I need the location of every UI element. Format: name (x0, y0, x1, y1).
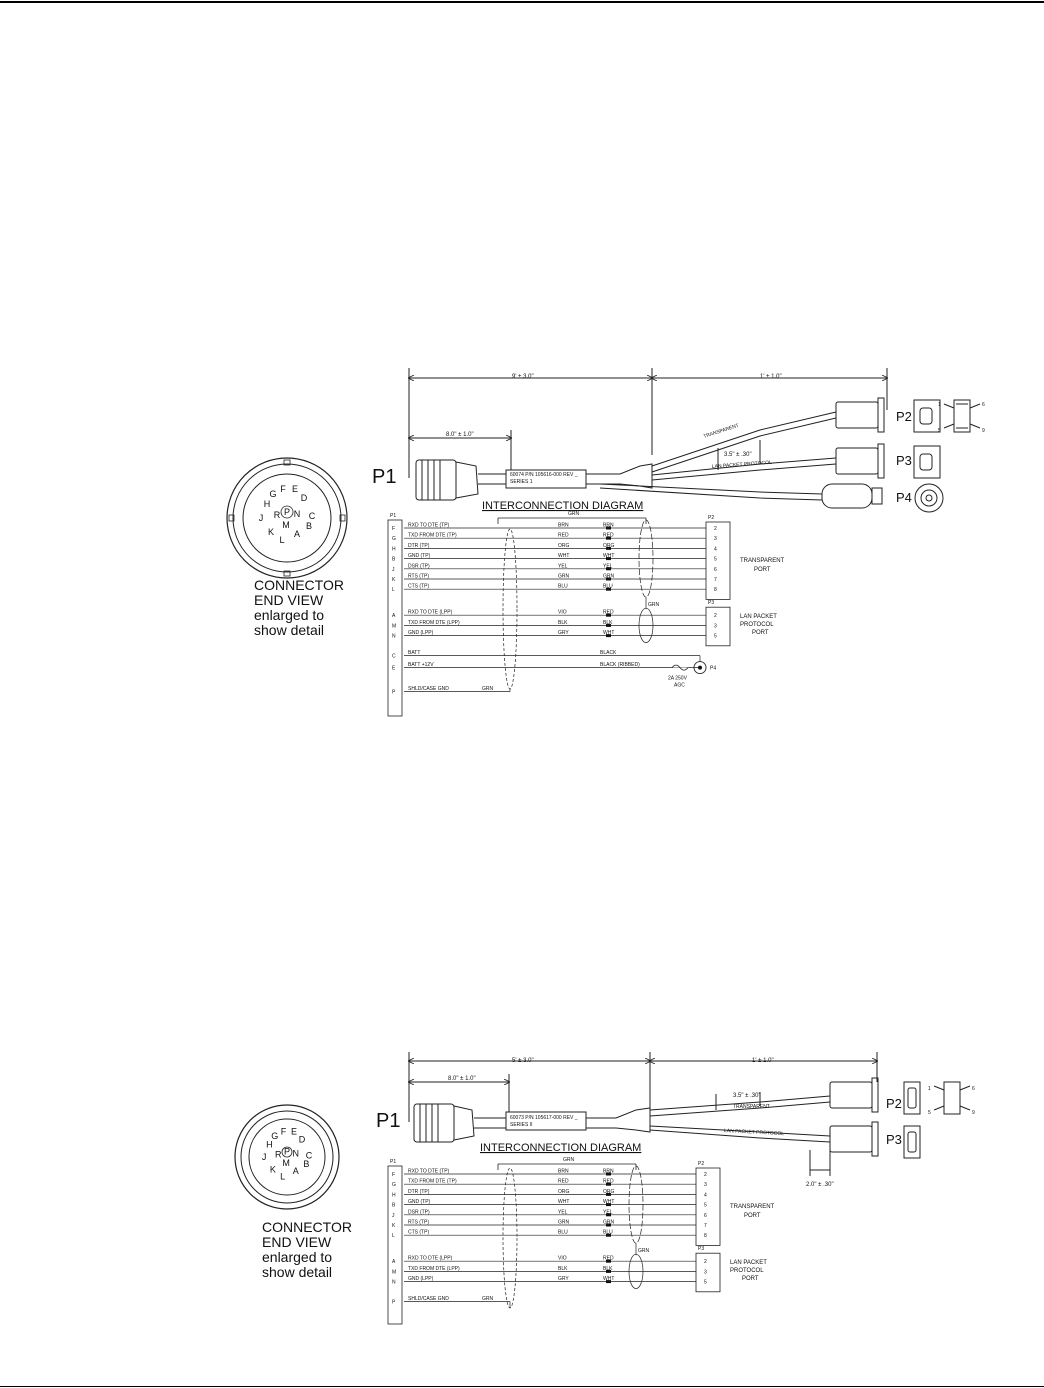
connector-pin-label: H (266, 1139, 273, 1150)
wire-color-p1-side: YEL (558, 1209, 568, 1216)
wire-color-p1-side: YEL (558, 563, 568, 570)
signal-name: TXD FROM DTE (TP) (408, 532, 457, 539)
connector-pin-label: J (261, 1152, 267, 1162)
wire-color-port-side: BRN (603, 1168, 614, 1175)
p1-pin-letter: G (392, 536, 396, 543)
shield-color-label: GRN (648, 602, 660, 609)
connector-end-view-1 (227, 458, 347, 578)
p1-pin-letter: J (392, 566, 395, 573)
connector-caption-line: CONNECTOR (254, 577, 344, 593)
connector-pin-label: B (305, 521, 313, 531)
p3-box-label: P3 (708, 600, 715, 607)
p1-pin-letter: B (392, 1202, 396, 1209)
p1-pin-letter: N (392, 1279, 396, 1286)
connector-caption-line: END VIEW (254, 592, 324, 608)
p2-box-label: P2 (698, 1161, 705, 1167)
wire-color-p1-side: BLU (558, 1229, 568, 1236)
p4-jack-symbol (698, 666, 702, 670)
wire-color-port-side: BLU (603, 583, 613, 590)
wire-color-port-side: GRN (603, 1219, 615, 1226)
dim-breakout: 3.5" ± .30" (733, 1093, 761, 1099)
branch-label-lpp: LAN PACKET PROTOCOL (711, 459, 773, 470)
connector-pin-label: R (273, 510, 281, 520)
connector-caption-line: enlarged to (262, 1249, 333, 1265)
part-label-series: SERIES II (510, 1122, 533, 1128)
p2-label: P2 (896, 409, 912, 424)
p3-port-description: LAN PACKET (740, 614, 777, 621)
connector-pin-label: C (305, 1150, 313, 1161)
p1-pin-letter: L (392, 1233, 395, 1240)
signal-name: RXD TO DTE (LPP) (408, 1255, 453, 1262)
wire-color-p1-side: RED (558, 532, 569, 539)
wire-color-port-side: WHT (603, 630, 615, 637)
wire-color-port-side: WHT (603, 1199, 615, 1206)
connector-end-view-2 (235, 1105, 339, 1209)
wire-color-p1-side: GRN (558, 573, 570, 580)
p1-label: P1 (372, 466, 397, 488)
connector-caption-line: show detail (254, 622, 325, 638)
connector-pin-label: B (303, 1159, 310, 1170)
port-pin-number: 6 (704, 1212, 707, 1219)
wire-color-p1-side: GRY (558, 1276, 569, 1283)
wire-color-port-side: RED (603, 1255, 614, 1262)
fuse-rating: 2A 250V (668, 675, 687, 682)
fuse-rating: AGC (674, 682, 685, 689)
wire-color-port-side: RED (603, 609, 614, 616)
wire-color-p1-side: ORG (558, 542, 570, 549)
connector-pin-label: F (280, 1126, 287, 1137)
connector-pin-label: K (269, 1164, 276, 1175)
port-pin-number: 3 (714, 623, 717, 630)
p1-pin-letter: F (392, 1172, 396, 1178)
port-pin-number: 5 (714, 556, 717, 563)
port-pin-number: 5 (704, 1202, 707, 1209)
signal-name: GND (TP) (408, 1199, 431, 1206)
port-pin-number: 3 (704, 1269, 707, 1276)
p2-connector-box (706, 522, 730, 599)
p1-pin-letter: E (392, 665, 396, 672)
connector-pin-label: H (263, 499, 271, 509)
wire-color-p1-side: GRY (558, 630, 569, 637)
connector-caption-line: enlarged to (254, 607, 325, 623)
signal-name: SHLD/CASE GND (408, 686, 449, 693)
part-label-series: SERIES 1 (510, 479, 533, 485)
diagram-1 (227, 368, 985, 716)
dim-overall: 9' ± 3.0" (512, 374, 534, 380)
port-pin-number: 4 (704, 1192, 707, 1199)
connector-pin-label: L (280, 1171, 286, 1182)
interconnection-schematic-1 (388, 511, 785, 716)
signal-name: RTS (TP) (408, 573, 430, 580)
wire-color-p1-side: BLK (558, 619, 568, 626)
p3-label: P3 (886, 1132, 902, 1147)
p3-port-description: PORT (752, 630, 769, 637)
port-pin-number: 2 (704, 1259, 707, 1266)
connector-pin-label: C (308, 511, 316, 521)
port-pin-number: 7 (704, 1223, 707, 1229)
connector-pin-label: M (282, 1158, 290, 1169)
connector-pin-label: R (274, 1149, 282, 1160)
p1-box-label: P1 (390, 1159, 397, 1165)
p2-port-description: TRANSPARENT (740, 558, 785, 564)
wire-color-p1-side: WHT (558, 1199, 570, 1206)
wire-color-p1-side: VIO (558, 1255, 567, 1262)
p1-pin-letter: M (392, 623, 397, 630)
connector-caption-line: END VIEW (262, 1234, 332, 1250)
port-pin-number: 8 (714, 587, 717, 594)
signal-name: BATT +12V (408, 662, 434, 669)
port-pin-number: 5 (704, 1279, 707, 1286)
p2-port-description: TRANSPARENT (730, 1204, 775, 1210)
signal-name: TXD FROM DTE (LPP) (408, 1265, 460, 1272)
pin-label: 6 (972, 1086, 975, 1092)
port-pin-number: 2 (714, 613, 717, 620)
interconnection-title: INTERCONNECTION DIAGRAM (480, 1142, 642, 1154)
wire-color-port-side: BLU (603, 1229, 613, 1236)
p1-pin-letter: B (392, 556, 396, 563)
wire-color: BLACK (600, 650, 617, 657)
fuse-symbol (672, 665, 688, 670)
pin-label: 9 (972, 1110, 975, 1116)
p1-pin-letter: F (392, 526, 396, 532)
signal-name: TXD FROM DTE (TP) (408, 1178, 457, 1185)
p1-pin-letter: P (392, 689, 396, 696)
p1-pin-letter: K (392, 1223, 396, 1229)
pin-label: 6 (982, 402, 985, 408)
wire-color-port-side: YEL (603, 563, 613, 570)
connector-pin-label: G (269, 489, 277, 499)
p3-connector-box (696, 1253, 720, 1292)
p2-connector-box (696, 1168, 720, 1245)
shield-color-label: GRN (568, 511, 580, 517)
connector-pin-label: D (298, 1134, 306, 1145)
p1-pin-letter: G (392, 1182, 396, 1189)
port-pin-number: 2 (714, 526, 717, 532)
dim-branch: 1' ± 1.0" (760, 374, 782, 380)
p1-label: P1 (376, 1110, 401, 1132)
port-pin-number: 5 (714, 633, 717, 640)
connector-pin-label: E (291, 1126, 298, 1137)
connector-pin-label: N (292, 1148, 300, 1159)
port-pin-number: 6 (714, 566, 717, 573)
signal-name: BATT (408, 650, 421, 657)
pin-label: 1 (938, 402, 941, 408)
p1-pin-letter: A (392, 613, 396, 620)
connector-pin-label: G (271, 1130, 279, 1141)
wire-color-p1-side: ORG (558, 1188, 570, 1195)
p4-label: P4 (710, 665, 717, 672)
wire-color-port-side: WHT (603, 1276, 615, 1283)
pin-label: 5 (928, 1110, 931, 1116)
connector-pin-label: A (293, 529, 301, 539)
port-pin-number: 8 (704, 1233, 707, 1240)
wire-color-port-side: BLK (603, 619, 613, 626)
wire-color-port-side: WHT (603, 553, 615, 560)
shield-ellipse (503, 1168, 517, 1308)
connector-pin-label: L (279, 535, 285, 545)
signal-name: DSR (TP) (408, 1209, 430, 1216)
pin-label: 1 (928, 1086, 931, 1092)
wire-color-p1-side: BRN (558, 1168, 569, 1175)
signal-name: GND (LPP) (408, 1276, 434, 1283)
p1-pin-letter: N (392, 633, 396, 640)
p2-port-description: PORT (744, 1213, 761, 1219)
p1-pin-letter: K (392, 577, 396, 583)
signal-name: RXD TO DTE (TP) (408, 1168, 450, 1175)
port-pin-number: 3 (704, 1182, 707, 1189)
part-label: 60074 P/N 105616-000 REV _ (510, 472, 578, 478)
connector-pin-label: A (292, 1166, 299, 1177)
p1-pin-letter: A (392, 1259, 396, 1266)
wire-color: GRN (482, 686, 494, 693)
branch-label-transparent: TRANSPARENT (702, 422, 740, 440)
p2-label: P2 (886, 1096, 902, 1111)
p3-port-description: PROTOCOL (740, 622, 774, 629)
shield-ellipse (503, 529, 517, 689)
wire-color-p1-side: VIO (558, 609, 567, 616)
p1-pin-letter: C (392, 653, 396, 660)
wire-color-p1-side: WHT (558, 553, 570, 560)
wire-color-p1-side: BLK (558, 1265, 568, 1272)
p1-pin-letter: H (392, 1192, 396, 1199)
connector-pin-label: M (282, 520, 290, 530)
signal-name: CTS (TP) (408, 583, 430, 590)
wire-color: GRN (482, 1296, 494, 1303)
wire-color-port-side: BRN (603, 522, 614, 529)
shield-color-label: GRN (638, 1248, 650, 1255)
signal-name: RXD TO DTE (LPP) (408, 609, 453, 616)
port-pin-number: 7 (714, 577, 717, 583)
connector-pin-label: N (293, 509, 301, 519)
dim-breakout: 3.5" ± .30" (724, 452, 752, 458)
dim-boot: 8.0" ± 1.0" (446, 432, 474, 438)
connector-pin-label: P (283, 1146, 291, 1157)
signal-name: GND (LPP) (408, 630, 434, 637)
p1-pin-letter: M (392, 1269, 397, 1276)
pin-label: 5 (938, 428, 941, 434)
signal-name: SHLD/CASE GND (408, 1296, 449, 1303)
wire-color-p1-side: BRN (558, 522, 569, 529)
p1-pin-letter: P (392, 1299, 396, 1306)
wire-color-port-side: YEL (603, 1209, 613, 1216)
wire-color-p1-side: BLU (558, 583, 568, 590)
cable-drawing-1 (409, 368, 980, 512)
connector-pin-label: F (280, 484, 286, 494)
p3-connector-box (706, 607, 730, 646)
p3-label: P3 (896, 453, 912, 468)
signal-name: CTS (TP) (408, 1229, 430, 1236)
branch-label-transparent: TRANSPARENT (733, 1104, 770, 1110)
connector-pin-label: P (283, 507, 291, 517)
diagram-2 (235, 1052, 975, 1324)
wire-color-port-side: GRN (603, 573, 615, 580)
p1-pin-letter: H (392, 546, 396, 553)
pin-label: 9 (982, 428, 985, 434)
wire-color-port-side: ORG (603, 1188, 615, 1195)
p1-box-label: P1 (390, 513, 397, 519)
p3-box-label: P3 (698, 1246, 705, 1253)
p1-pin-letter: J (392, 1212, 395, 1219)
branch-label-lpp: LAN PACKET PROTOCOL (723, 1128, 785, 1138)
p3-port-description: PORT (742, 1276, 759, 1283)
port-pin-number: 2 (704, 1172, 707, 1178)
connector-pin-label: D (300, 493, 308, 503)
shield-color-label: GRN (563, 1157, 575, 1163)
wire-color-port-side: RED (603, 532, 614, 539)
connector-caption-line: CONNECTOR (262, 1219, 352, 1235)
signal-name: GND (TP) (408, 553, 431, 560)
connector-pin-label: E (291, 484, 299, 494)
p1-pin-letter: L (392, 587, 395, 594)
p4-label: P4 (896, 490, 912, 505)
signal-name: DTR (TP) (408, 1188, 430, 1195)
signal-name: DTR (TP) (408, 542, 430, 549)
port-pin-number: 3 (714, 536, 717, 543)
wire-color-port-side: ORG (603, 542, 615, 549)
wire-color-p1-side: GRN (558, 1219, 570, 1226)
signal-name: DSR (TP) (408, 563, 430, 570)
part-label: 60073 P/N 105617-000 REV _ (510, 1115, 578, 1121)
dim-overall: 5' ± 3.0" (512, 1058, 534, 1064)
connector-pin-label: J (258, 513, 264, 523)
connector-caption-line: show detail (262, 1264, 333, 1280)
dim-tail: 2.0" ± .30" (806, 1182, 834, 1188)
signal-name: TXD FROM DTE (LPP) (408, 619, 460, 626)
wire-color-port-side: BLK (603, 1265, 613, 1272)
connector-pin-label: K (267, 527, 275, 537)
signal-name: RXD TO DTE (TP) (408, 522, 450, 529)
wire-color: BLACK (RIBBED) (600, 662, 640, 669)
wire-color-p1-side: RED (558, 1178, 569, 1185)
dim-branch: 1' ± 1.0" (752, 1058, 774, 1064)
p2-port-description: PORT (754, 567, 771, 573)
p3-port-description: PROTOCOL (730, 1268, 764, 1275)
interconnection-schematic-2 (388, 1157, 775, 1324)
p2-box-label: P2 (708, 515, 715, 521)
p3-port-description: LAN PACKET (730, 1260, 767, 1267)
cable-drawing-2 (409, 1052, 970, 1176)
signal-name: RTS (TP) (408, 1219, 430, 1226)
port-pin-number: 4 (714, 546, 717, 553)
wire-color-port-side: RED (603, 1178, 614, 1185)
dim-boot: 8.0" ± 1.0" (448, 1076, 476, 1082)
interconnection-title: INTERCONNECTION DIAGRAM (482, 500, 644, 512)
